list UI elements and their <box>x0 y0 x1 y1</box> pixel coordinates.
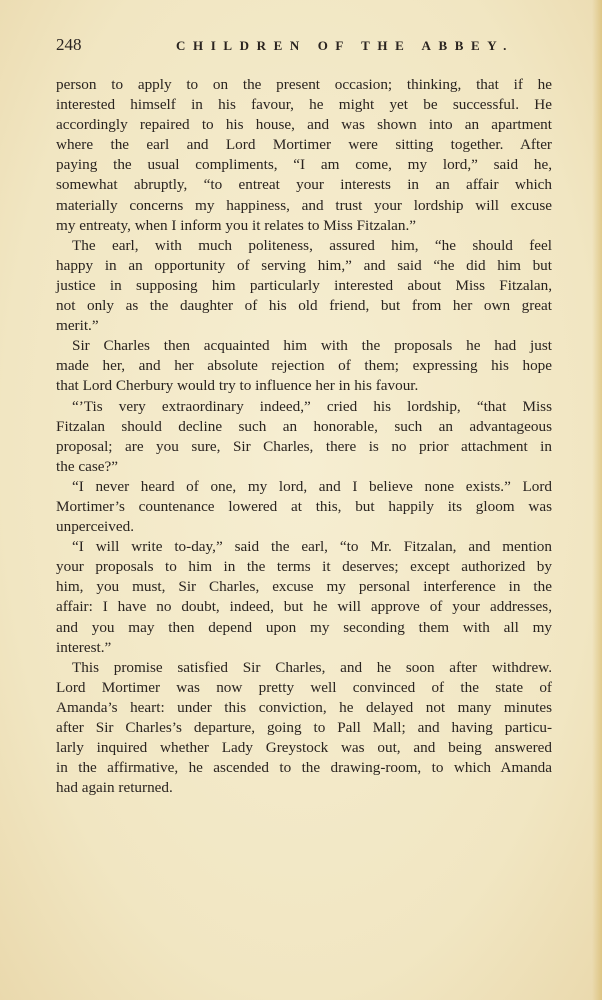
text-line: after Sir Charles’s departure, going to Pall Mall; and having particu- <box>56 719 552 736</box>
text-line: interest.” <box>56 638 112 656</box>
text-line: paying the usual compliments, “I am come, my lord,” said he, <box>56 156 552 174</box>
page-header <box>56 35 548 59</box>
body-text <box>56 75 552 798</box>
text-line: in the affirmative, he ascended to the drawing-room, to which Amanda <box>56 759 552 777</box>
text-line: Amanda’s heart: under this conviction, he delayed not many minutes <box>56 698 552 716</box>
text-line: The earl, with much politeness, assured him, “he should feel <box>72 236 552 254</box>
text-line: made her, and her absolute rejection of them; expressing his hope <box>56 357 552 375</box>
text-line: not only as the daughter of his old friend, but from her own great <box>56 297 552 315</box>
text-line: and you may then depend upon my seconding them with all my <box>56 618 552 636</box>
text-line: “I will write to-day,” said the earl, “to Mr. Fitzalan, and mention <box>72 538 552 556</box>
text-line: materially concerns my happiness, and trust your lordship will excuse <box>56 196 552 214</box>
text-line: affair: I have no doubt, indeed, but he will approve of your addresses, <box>56 598 552 616</box>
text-line: unperceived. <box>56 518 135 536</box>
text-line: him, you must, Sir Charles, excuse my personal interference in the <box>56 578 552 596</box>
text-line: merit.” <box>56 317 99 335</box>
text-line: my entreaty, when I inform you it relates to Miss Fitzalan.” <box>56 216 417 234</box>
text-line: Mortimer’s countenance lowered at this, but happily its gloom was <box>56 497 552 515</box>
page-number: 248 <box>56 35 82 54</box>
text-line: “I never heard of one, my lord, and I believe none exists.” Lord <box>72 477 552 495</box>
page-edge-shading <box>592 0 602 1000</box>
text-line: “’Tis very extraordinary indeed,” cried his lordship, “that Miss <box>72 397 552 415</box>
text-line: proposal; are you sure, Sir Charles, there is no prior attachment in <box>56 437 552 455</box>
text-line: person to apply to on the present occasion; thinking, that if he <box>56 76 552 93</box>
text-line: had again returned. <box>56 779 173 797</box>
text-line: that Lord Cherbury would try to influence her in his favour. <box>56 377 419 395</box>
text-line: happy in an opportunity of serving him,” and said “he did him but <box>56 256 552 274</box>
running-title: CHILDREN OF THE ABBEY. <box>176 38 514 53</box>
text-line: the case?” <box>56 457 118 475</box>
text-line: your proposals to him in the terms it deserves; except authorized by <box>56 558 552 576</box>
text-line: justice in supposing him particularly interested about Miss Fitzalan, <box>56 276 552 294</box>
text-line: Fitzalan should decline such an honorable, such an advantageous <box>56 417 552 435</box>
text-line: interested himself in his favour, he might yet be successful. He <box>56 96 552 114</box>
text-line: Sir Charles then acquainted him with the proposals he had just <box>72 337 552 355</box>
text-line: where the earl and Lord Mortimer were sitting together. After <box>56 136 552 154</box>
text-line: somewhat abruptly, “to entreat your interests in an affair which <box>56 176 552 194</box>
text-line: This promise satisfied Sir Charles, and he soon after withdrew. <box>72 658 552 676</box>
text-line: Lord Mortimer was now pretty well convinced of the state of <box>56 678 552 696</box>
text-line: larly inquired whether Lady Greystock was out, and being answered <box>56 739 552 757</box>
text-line: accordingly repaired to his house, and was shown into an apartment <box>56 116 552 134</box>
